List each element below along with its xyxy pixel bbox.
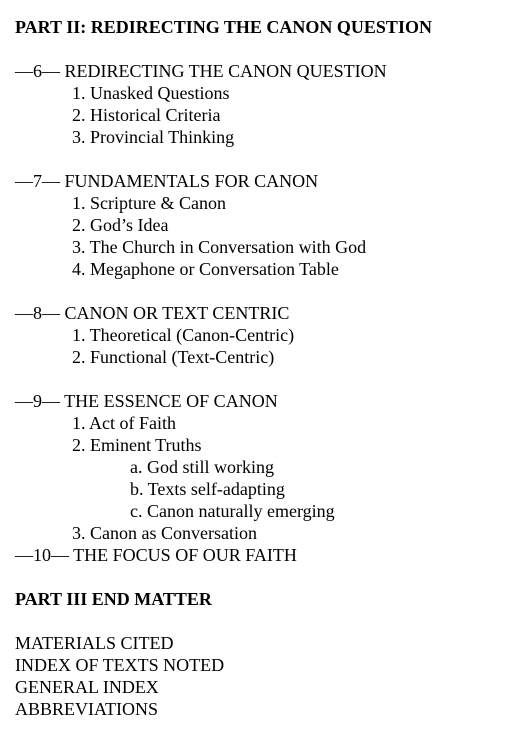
list-item: 3. Provincial Thinking [72, 127, 235, 147]
list-item: 2. Eminent Truths [72, 435, 202, 455]
chapter-6-title: —6— REDIRECTING THE CANON QUESTION [15, 61, 387, 81]
spacer [15, 610, 515, 632]
list-item: 1. Scripture & Canon [72, 193, 226, 213]
chapter-8-title: —8— CANON OR TEXT CENTRIC [15, 303, 290, 323]
list-item: 1. Unasked Questions [72, 83, 230, 103]
list-item: 3. The Church in Conversation with God [72, 237, 367, 257]
sub-list-item: b. Texts self-adapting [130, 479, 285, 499]
end-matter-item: MATERIALS CITED [15, 633, 174, 653]
spacer [15, 566, 515, 588]
chapter-10-title: —10— THE FOCUS OF OUR FAITH [15, 545, 297, 565]
sub-list-item: a. God still working [130, 457, 274, 477]
part-2-heading: PART II: REDIRECTING THE CANON QUESTION [15, 17, 432, 37]
spacer [15, 368, 515, 390]
list-item: 4. Megaphone or Conversation Table [72, 259, 339, 279]
spacer [15, 148, 515, 170]
chapter-9-title: —9— THE ESSENCE OF CANON [15, 391, 278, 411]
list-item: 1. Act of Faith [72, 413, 176, 433]
list-item: 2. God’s Idea [72, 215, 169, 235]
spacer [15, 280, 515, 302]
sub-list-item: c. Canon naturally emerging [130, 501, 335, 521]
part-3-heading: PART III END MATTER [15, 589, 212, 609]
end-matter-item: INDEX OF TEXTS NOTED [15, 655, 225, 675]
table-of-contents [15, 16, 515, 720]
end-matter-item: GENERAL INDEX [15, 677, 159, 697]
list-item: 2. Historical Criteria [72, 105, 221, 125]
chapter-7-title: —7— FUNDAMENTALS FOR CANON [15, 171, 319, 191]
list-item: 1. Theoretical (Canon-Centric) [72, 325, 295, 345]
list-item: 2. Functional (Text-Centric) [72, 347, 275, 367]
list-item: 3. Canon as Conversation [72, 523, 257, 543]
end-matter-item: ABBREVIATIONS [15, 699, 159, 719]
spacer [15, 38, 515, 60]
